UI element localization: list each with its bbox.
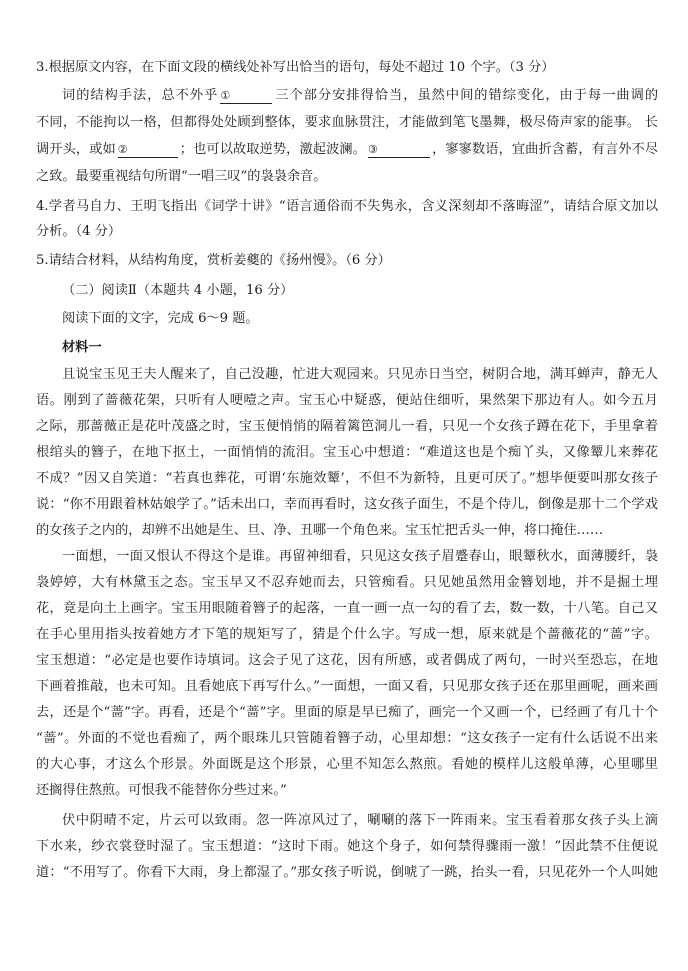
passage-line: 的女孩子之内的，却辨不出她是生、旦、净、丑哪一个角色来。宝玉忙把舌头一伸，将口掩住…… (36, 523, 604, 538)
passage-line: 根绾头的簪子，在地下抠土，一面悄悄的流泪。宝玉心中想道：“难道这也是个痴丫头，又像颦儿来葬花 (36, 445, 658, 460)
passage-line: 下水来，纱衣裳登时湿了。宝玉想道：“这时下雨。她这个身子，如何禁得骤雨一激！”因此禁不住便说 (36, 839, 658, 854)
answer-blank-3[interactable]: ③ (368, 143, 430, 158)
question-3-paragraph-line: 不同，不能拘以一格，但都得处处顾到整体，要求血脉贯注，才能做到笔飞墨舞，极尽倚声家的能事。 长 (36, 115, 658, 130)
question-4-line: 分析。（4 分） (36, 224, 122, 239)
q3-text: ；也可以故取逆势，激起波澜。 (179, 142, 366, 157)
passage-line: 在手心里用指头按着她方才下笔的规矩写了，猜是个什么字。写成一想，原来就是个蔷薇花的“蔷”字。 (36, 627, 658, 642)
answer-blank-2[interactable]: ② (118, 143, 178, 158)
passage-line: 语。刚到了蔷薇花架，只听有人哽噎之声。宝玉心中疑惑，便站住细听，果然架下那边有人。如今五月 (36, 393, 658, 408)
passage-line: 下画着推敲，也未可知。且看她底下再写什么。”一面想，一面又看，只见那女孩子还在那里画呢，画来画 (36, 679, 658, 694)
question-5-line: 5.请结合材料，从结构角度，赏析姜夔的《扬州慢》。（6 分） (36, 253, 391, 268)
question-3-paragraph-line (36, 140, 658, 160)
section-heading: （二）阅读Ⅱ（本题共 4 小题，16 分） (62, 283, 294, 298)
passage-line: 说：“你不用跟着林姑娘学了。”话未出口，幸而再看时，这女孩子面生，不是个侍儿，倒像是那十二个学戏 (36, 497, 658, 512)
passage-line: 还搁得住熬煎。可恨我不能替你分些过来。” (36, 783, 287, 798)
question-3-paragraph-line (62, 86, 658, 106)
passage-line: 且说宝玉见王夫人醒来了，自己没趣，忙进大观园来。只见赤日当空，树阴合地，满耳蝉声，静无人 (62, 367, 658, 382)
section-instruction: 阅读下面的文字，完成 6～9 题。 (62, 311, 259, 326)
passage-line: 花，竟是向土上画字。宝玉用眼随着簪子的起落，一直一画一点一勾的看了去，数一数，十八笔。自己又 (36, 601, 658, 616)
material-heading: 材料一 (62, 340, 102, 355)
passage-line: 去，还是个“蔷”字。再看，还是个“蔷”字。里面的原是早已痴了，画完一个又画一个，已经画了有几十个 (36, 705, 658, 720)
passage-line: 伏中阴晴不定，片云可以致雨。忽一阵凉风过了，唰唰的落下一阵雨来。宝玉看着那女孩子头上滴 (62, 813, 658, 828)
passage-line: 宝玉想道：“必定是也要作诗填词。这会子见了这花，因有所感，或者偶成了两句，一时兴至恐忘，在地 (36, 653, 658, 668)
q3-text: 三个部分安排得恰当，虽然中间的错综变化，由于每一曲调的 (274, 88, 658, 103)
answer-blank-1[interactable]: ① (220, 89, 272, 104)
passage-line: 的大心事，才这么个形景。外面既是这个形景，心里不知怎么熬煎。看她的模样儿这般单薄，心里哪里 (36, 757, 658, 772)
q3-text: 词的结构手法，总不外乎 (62, 88, 219, 103)
passage-line: 一面想，一面又恨认不得这个是谁。再留神细看，只见这女孩子眉蹙春山，眼颦秋水，面薄腰纤，袅 (62, 549, 658, 564)
question-3-title: 3.根据原文内容，在下面文段的横线处补写出恰当的语句，每处不超过 10 个字。（3 分） (36, 60, 555, 75)
q3-text: 调开头，或如 (36, 142, 116, 157)
passage-line: “蔷”。外面的不觉也看痴了，两个眼珠儿只管随着簪子动，心里却想：“这女孩子一定有什么话说不出来 (36, 731, 658, 746)
passage-line: 袅婷婷，大有林黛玉之态。宝玉早又不忍弃她而去，只管痴看。只见她虽然用金簪划地，并不是掘土埋 (36, 575, 658, 590)
passage-line: 道：“不用写了。你看下大雨，身上都湿了。”那女孩子听说，倒唬了一跳，抬头一看，只见花外一个人叫她 (36, 865, 658, 880)
question-3-paragraph-line: 之致。最要重视结句所谓“一唱三叹”的袅袅余音。 (36, 169, 327, 184)
q3-text: ，寥寥数语，宜曲折含蓄，有言外不尽 (431, 142, 658, 157)
passage-line: 不成？”因又自笑道：“若真也葬花，可谓‘东施效颦’，不但不为新特，且更可厌了。”想毕便要叫那女孩子 (36, 471, 658, 486)
passage-line: 之际，那蔷薇正是花叶茂盛之时，宝玉便悄悄的隔着篱笆洞儿一看，只见一个女孩子蹲在花下，手里拿着 (36, 419, 658, 434)
question-4-line: 4.学者马自力、王明飞指出《词学十讲》“语言通俗而不失隽永，含义深刻却不落晦涩”，请结合原文加以 (36, 199, 658, 214)
